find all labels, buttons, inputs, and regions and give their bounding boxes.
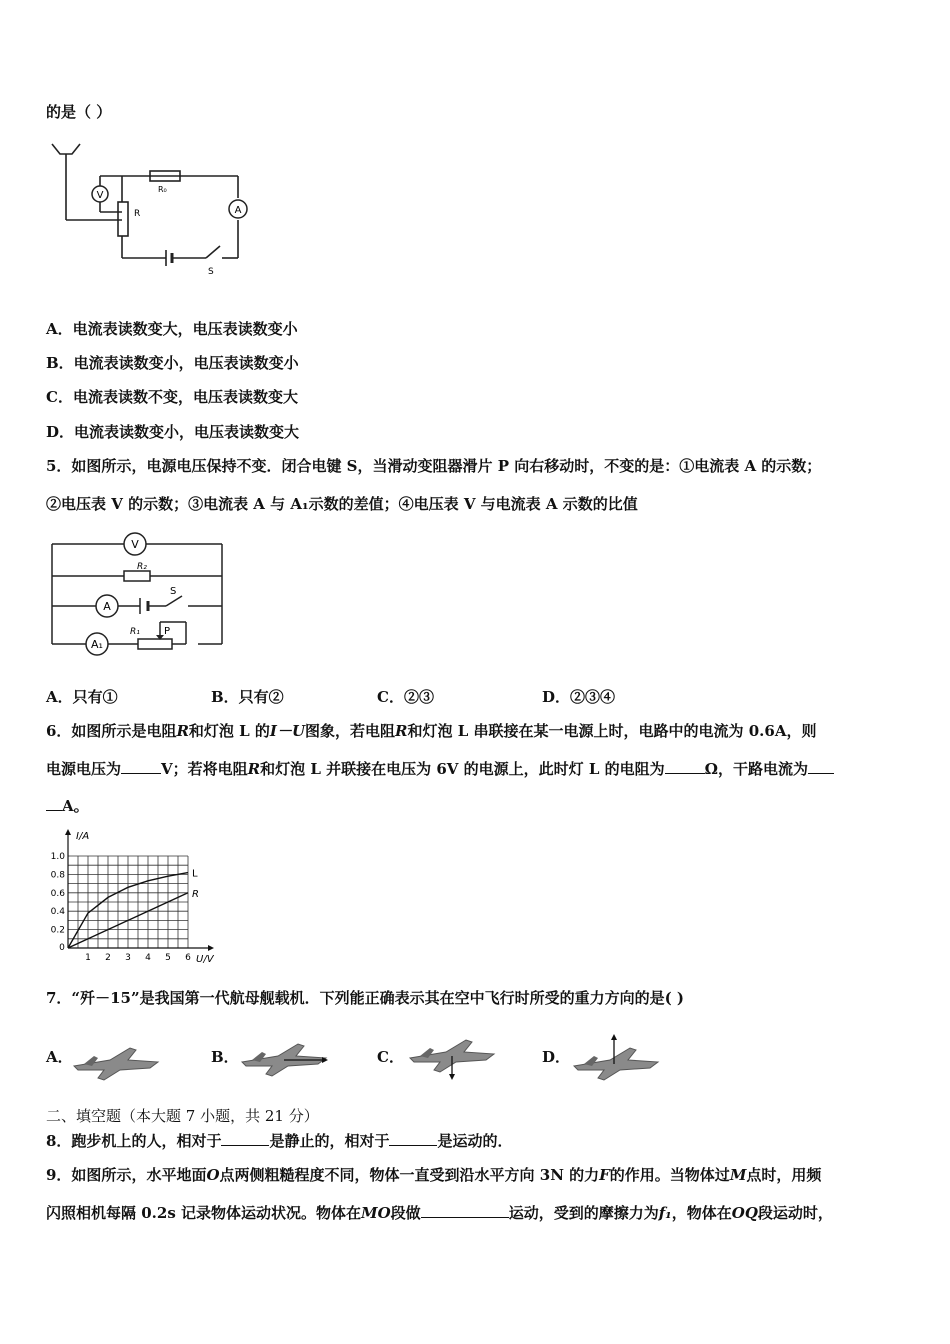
q4-s-label: S [208,267,214,277]
q9-f-symbol: F [599,1166,610,1184]
section-heading: 二、填空题（本大题 7 小题，共 21 分） [46,1107,319,1125]
q6-stem-line2 [46,759,834,779]
series-label-R: R [192,888,199,900]
q4-ammeter-label: A [234,205,242,216]
q7-stem: 7．“歼－15”是我国第一代航母舰载机．下列能正确表示其在空中飞行时所受的重力方向的是( ) [46,989,684,1007]
q5-option-b: B．只有② [211,688,284,706]
answer-blank[interactable] [221,1131,269,1146]
q7-option-c-jet-image [406,1034,498,1082]
q8-text: 8．跑步机上的人，相对于 [46,1132,222,1150]
q6-text: 和灯泡 L 并联接在电压为 6V 的电源上，此时灯 L 的电阻为 [260,760,665,778]
q7-option-d-jet-image [570,1032,662,1082]
q5-stem-line1: 5．如图所示，电源电压保持不变．闭合电键 S，当滑动变阻器滑片 P 向右移动时，不变的是：①电流表 A 的示数； [46,457,822,475]
answer-blank[interactable] [665,759,705,774]
q6-text: A。 [62,797,89,815]
q8-text: 是静止的，相对于 [269,1132,390,1150]
x-axis-arrow [208,945,214,951]
q5-r1-label: R₁ [130,627,140,637]
q5-option-d: D．②③④ [542,688,616,706]
chart-grid [68,856,188,948]
q6-iu-symbol: I－U [269,722,306,740]
q9-text: 段运动时， [757,1204,833,1222]
q5-p-label: P [164,626,171,637]
q9-stem-line1 [46,1165,821,1185]
q9-text: 闪照相机每隔 0.2s 记录物体运动状况。物体在 [46,1204,361,1222]
x-tick-label: 6 [185,953,191,963]
y-tick-label: 0.2 [50,925,65,936]
q9-text: 9．如图所示，水平地面 [46,1166,207,1184]
q9-f1-symbol: f₁ [658,1204,672,1222]
x-tick-label: 1 [85,953,91,963]
q4-r-label: R [134,209,141,219]
chart-x-axis-label: U/V [196,954,214,965]
q6-r-symbol: R [395,722,408,740]
q7-option-a-jet-image [70,1040,162,1082]
q6-text: 6．如图所示是电阻 [46,722,177,740]
q9-o-symbol: O [206,1166,220,1184]
q6-text: 图象，若电阻 [305,722,396,740]
q5-circuit-diagram [46,530,232,658]
answer-blank[interactable] [389,1131,437,1146]
q5-stem-line2: ②电压表 V 的示数；③电流表 A 与 A₁示数的差值；④电压表 V 与电流表 A 示数的比值 [46,495,638,513]
q5-option-a: A．只有① [46,688,118,706]
q4-option-a: A．电流表读数变大，电压表读数变小 [46,320,298,338]
q9-text: 点时，用频 [746,1166,822,1184]
x-tick-label: 2 [105,953,111,963]
q4-option-c: C．电流表读数不变，电压表读数变大 [46,388,298,406]
q5-r2-label: R₂ [137,562,147,572]
q5-ammeter1-label: A₁ [91,638,103,651]
q8-text: 是运动的． [437,1132,513,1150]
q6-text: 和灯泡 L 串联接在某一电源上时，电路中的电流为 0.6A，则 [407,722,817,740]
answer-blank[interactable] [121,759,161,774]
q4-circuit-diagram [46,140,256,280]
q5-switch-label: S [170,586,177,597]
q4-voltmeter-label: V [96,190,104,201]
y-tick-label: 0.8 [50,870,65,881]
q4-option-d: D．电流表读数变小，电压表读数变大 [46,423,300,441]
q5-ammeter-label: A [103,600,111,613]
series-label-L: L [192,868,198,880]
answer-blank[interactable] [46,796,62,811]
q4-r0-label: R₀ [158,185,167,194]
q9-m-symbol: M [729,1166,747,1184]
q6-stem-line3 [46,796,89,816]
x-tick-label: 3 [125,953,131,963]
q6-stem-line1 [46,721,816,741]
chart-y-axis-label: I/A [76,831,90,842]
q7-option-b-jet-image [238,1036,330,1078]
y-axis-arrow [65,829,71,835]
q6-r-symbol: R [247,760,261,778]
q7-option-b: B． [211,1048,239,1066]
x-tick-label: 4 [145,953,151,963]
q4-tail: 的是（ ） [46,103,112,121]
answer-blank[interactable] [808,759,834,774]
q9-text: ，物体在 [671,1204,732,1222]
q6-r-symbol: R [176,722,189,740]
q6-text: Ω，干路电流为 [704,760,808,778]
q9-mo-symbol: MO [361,1204,391,1222]
q9-text: 段做 [390,1204,421,1222]
q6-text: V；若将电阻 [161,760,248,778]
iu-chart [40,828,230,970]
q6-text: 和灯泡 L 的 [188,722,270,740]
q7-option-c: C． [377,1048,404,1066]
q9-text: 运动，受到的摩擦力为 [508,1204,659,1222]
answer-blank[interactable] [421,1203,509,1218]
y-tick-label: 1.0 [50,852,65,862]
q4-option-b: B．电流表读数变小，电压表读数变小 [46,354,299,372]
q9-text: 的作用。当物体过 [609,1166,730,1184]
q9-text: 点两侧粗糙程度不同，物体一直受到沿水平方向 3N 的力 [219,1166,600,1184]
q7-option-d: D． [542,1048,571,1066]
y-tick-label: 0.4 [50,907,65,918]
q5-option-c: C．②③ [377,688,434,706]
x-tick-label: 5 [165,953,171,963]
q6-text: 电源电压为 [46,760,122,778]
q9-oq-symbol: OQ [731,1204,758,1222]
q9-stem-line2 [46,1203,833,1223]
q7-option-a: A． [46,1048,73,1066]
y-tick-label: 0.6 [50,888,65,899]
q8-stem [46,1131,512,1151]
x-tick-label: 0 [59,943,65,953]
q5-voltmeter-label: V [131,538,139,551]
